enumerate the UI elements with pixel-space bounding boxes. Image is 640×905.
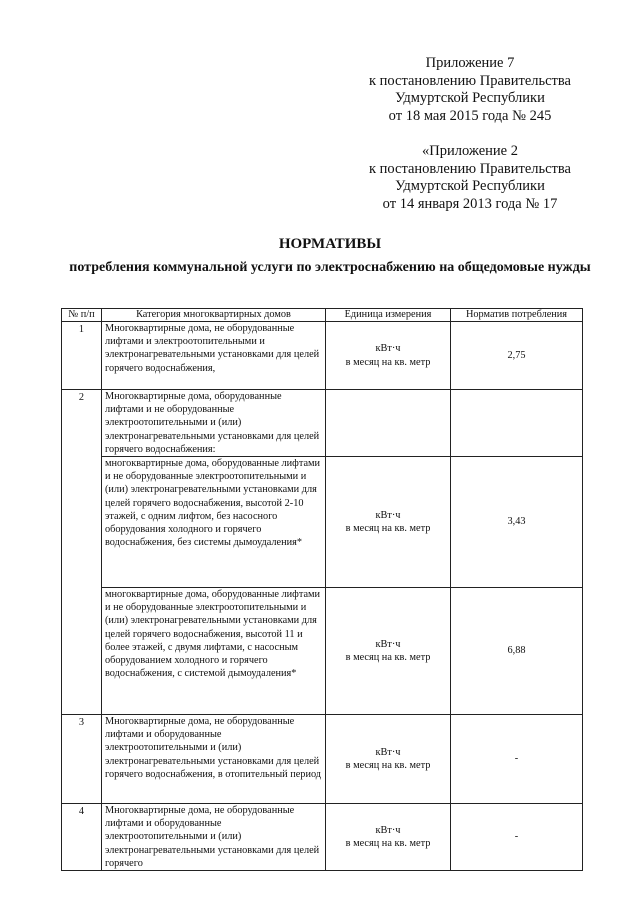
header-unit: Единица измерения — [326, 309, 451, 322]
appendix-7-line: к постановлению Правительства — [369, 72, 571, 89]
unit-line: кВт·ч — [375, 509, 401, 521]
row-norm: - — [451, 715, 583, 804]
unit-line: в месяц на кв. метр — [345, 523, 431, 535]
unit-line: в месяц на кв. метр — [345, 760, 431, 772]
row-number: 4 — [62, 804, 102, 871]
norms-table — [61, 308, 583, 871]
appendix-2-header — [340, 143, 600, 213]
row-category: Многоквартирные дома, оборудованные лифтами и не оборудованные электроотопительными и (или) электронагревательными установками для целей горячего водоснабжения: — [102, 390, 326, 457]
table-row — [62, 588, 583, 715]
row-norm: - — [451, 804, 583, 871]
header-number: № п/п — [62, 309, 102, 322]
appendix-7-header — [340, 55, 600, 125]
row-number: 2 — [62, 390, 102, 715]
row-category: Многоквартирные дома, не оборудованные лифтами и электроотопительными и электронагревательными установками для целей горячего водоснабжения, — [102, 322, 326, 390]
unit-line: в месяц на кв. метр — [345, 356, 431, 368]
table-row — [62, 804, 583, 871]
unit-line: в месяц на кв. метр — [345, 838, 431, 850]
row-number: 3 — [62, 715, 102, 804]
row-unit — [326, 390, 451, 457]
unit-line: кВт·ч — [375, 824, 401, 836]
unit-line: кВт·ч — [375, 746, 401, 758]
appendix-2-line: Удмуртской Республики — [395, 178, 545, 194]
row-norm: 2,75 — [451, 322, 583, 390]
document-subtitle: потребления коммунальной услуги по электроснабжению на общедомовые нужды — [69, 260, 591, 275]
unit-line: кВт·ч — [375, 638, 401, 650]
header-category: Категория многоквартирных домов — [102, 309, 326, 322]
table-row — [62, 715, 583, 804]
row-category: многоквартирные дома, оборудованные лифтами и не оборудованные электроотопительными и (или) электронагревательными установками для целей горячего водоснабжения, высотой 11 и более этажей, с двумя лифтами, с насосным оборудованием холодного и горячего водоснабжения, с системой дымоудаления* — [102, 588, 326, 715]
row-category: Многоквартирные дома, не оборудованные лифтами и оборудованные электроотопительными и (или) электронагревательными установками для целей горячего — [102, 804, 326, 871]
appendix-2-line: к постановлению Правительства — [369, 160, 571, 177]
row-norm: 3,43 — [451, 457, 583, 588]
row-unit — [326, 322, 451, 390]
row-number: 1 — [62, 322, 102, 390]
unit-line: кВт·ч — [375, 343, 401, 355]
row-unit — [326, 715, 451, 804]
row-category: Многоквартирные дома, не оборудованные лифтами и оборудованные электроотопительными и (или) электронагревательными установками для целей горячего водоснабжения, в отопительный период — [102, 715, 326, 804]
row-unit — [326, 804, 451, 871]
table-row — [62, 322, 583, 390]
table-header-row — [62, 309, 583, 322]
appendix-2-line: от 14 января 2013 года № 17 — [382, 195, 558, 212]
appendix-7-line: Удмуртской Республики — [395, 90, 545, 106]
row-norm: 6,88 — [451, 588, 583, 715]
row-unit — [326, 457, 451, 588]
row-category: многоквартирные дома, оборудованные лифтами и не оборудованные электроотопительными и (или) электронагревательными установками для целей горячего водоснабжения, высотой 2-10 этажей, с одним лифтом, без насосного оборудования холодного и горячего водоснабжения, без системы дымоудаления* — [102, 457, 326, 588]
table-row — [62, 390, 583, 457]
row-norm — [451, 390, 583, 457]
header-norm: Норматив потребления — [451, 309, 583, 322]
unit-line: в месяц на кв. метр — [345, 652, 431, 664]
appendix-7-line: от 18 мая 2015 года № 245 — [388, 107, 552, 124]
row-unit — [326, 588, 451, 715]
appendix-7-line: Приложение 7 — [425, 55, 515, 71]
table-row — [62, 457, 583, 588]
document-title: НОРМАТИВЫ — [278, 236, 382, 252]
appendix-2-line: «Приложение 2 — [422, 143, 518, 159]
